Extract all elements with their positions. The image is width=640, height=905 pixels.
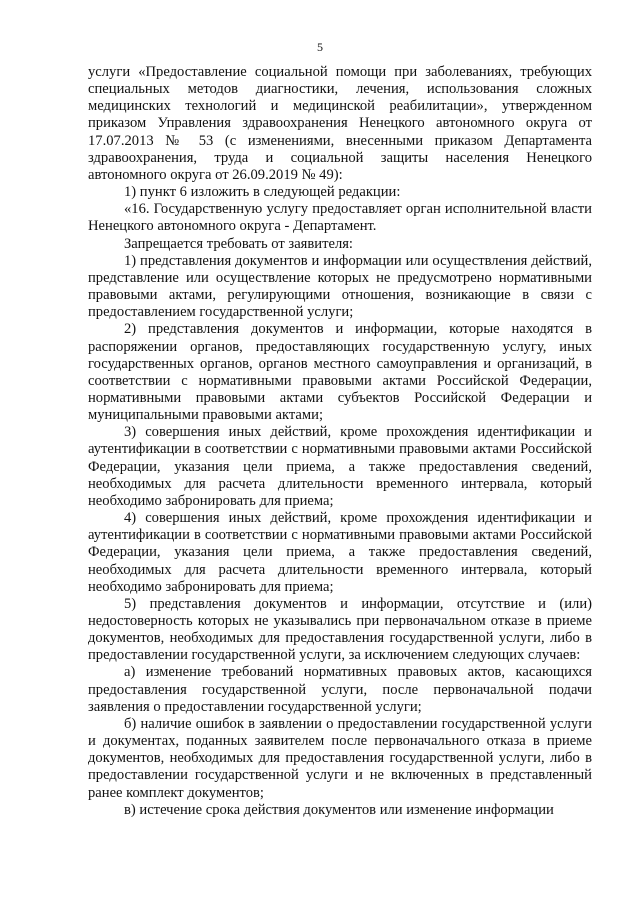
paragraph-clause-16: «16. Государственную услугу предоставляет орган исполнительной власти Ненецкого автономного округа - Департамент. — [88, 201, 592, 235]
paragraph-subitem-b: б) наличие ошибок в заявлении о предоставлении государственной услуги и документах, поданных заявителем после первоначального отказа в приеме документов, необходимых для предоставления государственной услуги, либо в предоставлении государственной услуги и не включенных в представленный ранее комплект документов; — [88, 715, 592, 801]
paragraph-subitem-a: а) изменение требований нормативных правовых актов, касающихся предоставления государственной услуги, после первоначальной подачи заявления о предоставлении государственной услуги; — [88, 664, 592, 715]
paragraph-subitem-v: в) истечение срока действия документов или изменение информации — [124, 801, 554, 818]
paragraph-subitem-1: 1) представления документов и информации или осуществления действий, представление или осуществление которых не предусмотрено нормативными правовыми актами, регулирующими отношения, возникающие в связи с предоставлением государственной услуги; — [88, 252, 592, 321]
page-number: 5 — [317, 40, 323, 54]
paragraph-subitem-3: 3) совершения иных действий, кроме прохождения идентификации и аутентификации в соответствии с нормативными правовыми актами Российской Федерации, указания цели приема, а также предоставления сведений, необходимых для расчета длительности временного интервала, который необходимо забронировать для приема; — [88, 424, 592, 509]
paragraph-subitem-2: 2) представления документов и информации, которые находятся в распоряжении органов, предоставляющих государственную услугу, иных государственных органов, органов местного самоуправления и организаций, в соответствии с нормативными правовыми актами Российской Федерации, нормативными правовыми актами субъектов Российской Федерации и муниципальными правовыми актами; — [88, 321, 592, 424]
paragraph-intro: услуги «Предоставление социальной помощи при заболеваниях, требующих специальных методов диагностики, лечения, использования сложных медицинских технологий и медицинской реабилитации», утвержденном приказом Управления здравоохранения Ненецкого автономного округа от 17.07.2013 № 53 (с изменениями, внесенными приказом Департамента здравоохранения, труда и социальной защиты населения Ненецкого автономного округа от 26.09.2019 № 49): — [88, 64, 592, 183]
paragraph-subitem-4: 4) совершения иных действий, кроме прохождения идентификации и аутентификации в соответствии с нормативными правовыми актами Российской Федерации, указания цели приема, а также предоставления сведений, необходимых для расчета длительности временного интервала, который необходимо забронировать для приема; — [88, 510, 592, 595]
paragraph-subitem-5: 5) представления документов и информации, отсутствие и (или) недостоверность которых не указывались при первоначальном отказе в приеме документов, необходимых для предоставления государственной услуги, либо в предоставлении государственной услуги, за исключением следующих случаев: — [88, 595, 592, 664]
paragraph-prohibition-heading: Запрещается требовать от заявителя: — [124, 235, 353, 252]
paragraph-item-1: 1) пункт 6 изложить в следующей редакции: — [124, 184, 401, 201]
document-body — [88, 64, 592, 819]
